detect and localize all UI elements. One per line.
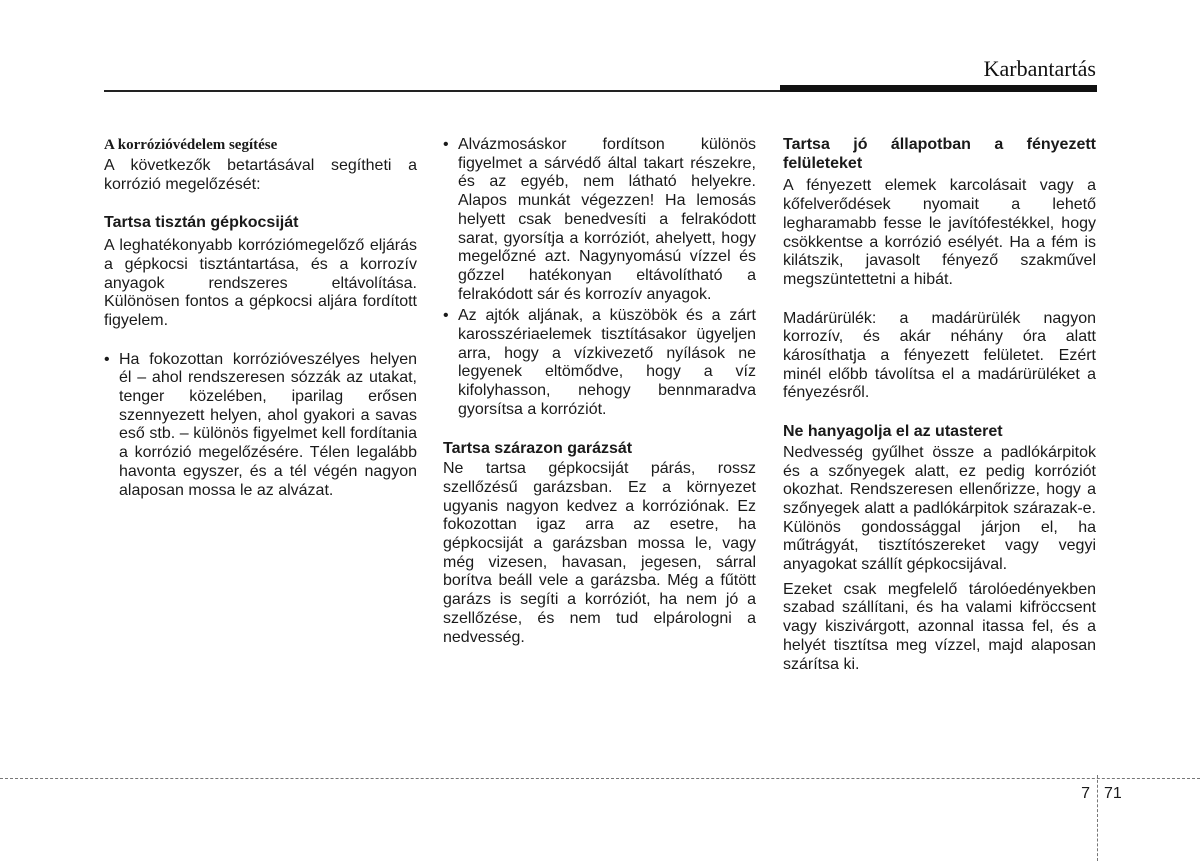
section-heading-paint: Tartsa jó állapotban a fényezett felületeket: [783, 136, 1096, 172]
list-item: • Az ajtók aljának, a küszöbök és a zárt karosszériaelemek tisztításakor ügyeljen arra, hogy a vízkivezető nyílások ne legyenek eltömődve, hogy a víz kifolyhasson, nehogy bennmaradva gyorsítsa a korróziót.: [443, 307, 756, 419]
header-title: Karbantartás: [983, 56, 1096, 81]
bird-droppings-paragraph: Madárürülék: a madárürülék nagyon korrozív, és akár néhány óra alatt károsíthatja a fényezett felületet. Ezért minél előbb távolítsa el a madárürüléket a fényezésről.: [783, 309, 1096, 402]
footer-divider: [0, 778, 1200, 779]
list-item: • Ha fokozottan korrózióveszélyes helyen él – ahol rendszeresen sózzák az utakat, tenger közelében, iparilag erősen szennyezett helyen, ahol gyakori a savas eső stb. – különös figyelmet kell fordítania a korrózió megelőzésére. Télen legalább havonta egyszer, és a tél végén nagyon alaposan mossa le az alvázat.: [104, 351, 417, 501]
column-1: [104, 136, 417, 500]
page-number: 71: [1104, 785, 1122, 802]
page-number-divider: [1097, 775, 1098, 861]
list-item: • Alvázmosáskor fordítson különös figyelmet a sárvédő által takart részekre, és az egyéb, nem látható helyekre. Alapos munkát végezzen! Ha lemosás helyett csak benedvesíti a felrakódott sarat, gyorsítja a korróziót, ahelyett, hogy megelőzné azt. Nagynyomású vízzel és gőzzel hatékonyan eltávolítható a felrakódott sár és korrozív anyagok.: [443, 136, 756, 304]
clean-paragraph: A leghatékonyabb korróziómegelőző eljárás a gépkocsi tisztántartása, és a korrozív anyagok rendszeres eltávolítása. Különösen fontos a gépkocsi aljára fordított figyelem.: [104, 237, 417, 329]
garage-paragraph: Ne tartsa gépkocsiját párás, rossz szellőzésű garázsban. Ez a környezet ugyanis nagyon kedvez a korróziónak. Ez fokozottan igaz arra az esetre, ha gépkocsiját a garázsban mossa le, vagy még vizesen, havasan, jegesen, sárral borítva beáll vele a garázsba. Még a fűtött garázs is segíti a korróziót, ha nem jó a szellőzése, és nem tud elpárologni a nedvesség.: [443, 460, 756, 646]
bullet-list: [104, 351, 417, 501]
section-heading-interior: Ne hanyagolja el az utasteret: [783, 423, 1003, 441]
column-2: [443, 136, 756, 647]
bullet-list: [443, 136, 756, 420]
paint-paragraph: A fényezett elemek karcolásait vagy a kőfelverődések nyomait a lehető legharamabb fesse le javítófestékkel, hogy csökkentse a korrózió esélyét. Ha a fém is kilátszik, javasolt fényező szakművel megszüntettetni a hibát.: [783, 177, 1096, 288]
header-rule-accent: [780, 85, 1097, 92]
section-heading-corrosion: A korrózióvédelem segítése: [104, 137, 278, 153]
chapter-number: 7: [1081, 785, 1090, 802]
section-heading-clean: Tartsa tisztán gépkocsiját: [104, 214, 299, 232]
intro-paragraph: A következők betartásával segítheti a korrózió megelőzését:: [104, 157, 417, 193]
interior-paragraph: Nedvesség gyűlhet össze a padlókárpitok és a szőnyegek alatt, ez pedig korróziót okozhat. Rendszeresen ellenőrizze, hogy a szőnyegek alatt a padlókárpitok szárazak-e. Különös gondossággal járjon el, ha műtrágyát, tisztítószereket vagy vegyi anyagokat szállít gépkocsijával.: [783, 443, 1096, 574]
containers-paragraph: Ezeket csak megfelelő tárolóedényekben szabad szállítani, és ha valami kifröccsent vagy kiszivárgott, azonnal itassa fel, és a helyét tisztítsa meg vízzel, majd alaposan szárítsa ki.: [783, 580, 1096, 673]
section-heading-garage: Tartsa szárazon garázsát: [443, 439, 633, 457]
column-3: [783, 136, 1096, 674]
